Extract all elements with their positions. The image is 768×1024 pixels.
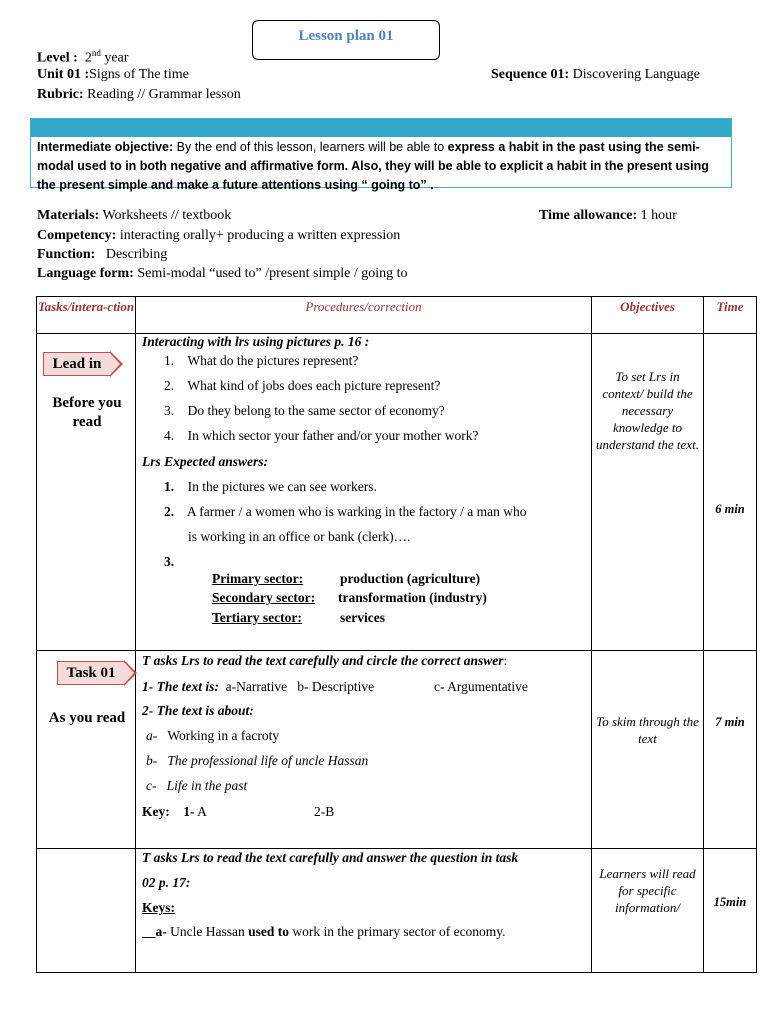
option-c: c- Life in the past — [146, 778, 248, 793]
objective-header-bar — [31, 119, 731, 137]
level-line — [37, 48, 128, 67]
row1-time-cell — [704, 334, 757, 651]
function-line — [37, 247, 167, 263]
task-01-tag — [57, 661, 137, 685]
sequence-line — [491, 67, 700, 83]
language-form-line — [37, 266, 408, 282]
objective-intro: By the end of this lesson, learners will be able to — [173, 140, 448, 154]
question-2: 2. What kind of jobs does each picture represent? — [164, 378, 441, 393]
table-row — [37, 651, 757, 849]
header-tasks: Tasks/intera-ction — [37, 297, 136, 334]
row2-objectives-cell — [592, 651, 704, 849]
function-value: Describing — [105, 247, 168, 262]
key-line: Key: 1- A — [142, 804, 207, 819]
option-b: b- The professional life of uncle Hassan — [146, 753, 369, 768]
table-row — [37, 849, 757, 973]
rubric-label: Rubric: — [37, 87, 84, 102]
answer-a: __a- Uncle Hassan used to work in the primary sector of economy. — [142, 924, 506, 939]
question-text-about: 2- The text is about: — [142, 703, 254, 718]
primary-sector-value: production (agriculture) — [340, 571, 481, 586]
materials-line — [37, 208, 231, 224]
time-allowance-line — [539, 208, 677, 224]
header-procedures: Procedures/correction — [136, 297, 592, 334]
answer-1: 1. In the pictures we can see workers. — [164, 479, 377, 494]
rubric-line — [37, 87, 241, 103]
row1-objective: To set Lrs in context/ build the necessary knowledge to understand the text. — [596, 369, 699, 452]
level-superscript: nd — [91, 48, 101, 58]
competency-value: interacting orally+ producing a written expression — [119, 228, 401, 243]
answer-2-continued: is working in an office or bank (clerk)…. — [188, 529, 411, 544]
time-allowance-label: Time allowance: — [539, 208, 638, 223]
expected-answers-label: Lrs Expected answers: — [142, 454, 268, 469]
time-allowance-value: 1 hour — [640, 208, 677, 223]
question-4: 4. In which sector your father and/or your mother work? — [164, 428, 479, 443]
row3-tasks-cell — [37, 849, 136, 973]
tertiary-sector-value: services — [340, 610, 385, 625]
competency-line — [37, 228, 400, 244]
secondary-sector: Secondary sector: — [212, 590, 316, 605]
unit-label: Unit 01 : — [37, 67, 90, 82]
key-2: 2-B — [314, 804, 335, 819]
row2-objective: To skim through the text — [596, 714, 699, 746]
option-a: a- Working in a facroty — [146, 728, 280, 743]
row3-procedures-cell — [136, 849, 592, 973]
row1-time: 6 min — [715, 502, 745, 516]
level-number: 2 — [84, 50, 92, 66]
sequence-label: Sequence 01: — [491, 67, 570, 82]
question-1: 1. What do the pictures represent? — [164, 353, 359, 368]
stage-before-you-read: Before you read — [52, 395, 122, 430]
row3-intro: T asks Lrs to read the text carefully and answer the question in task — [142, 850, 519, 865]
header-objectives: Objectives — [592, 297, 704, 334]
language-form-label: Language form: — [37, 266, 134, 281]
lesson-plan-title: Lesson plan 01 — [252, 20, 440, 60]
tertiary-sector: Tertiary sector: — [212, 610, 302, 625]
unit-line — [37, 67, 189, 83]
lead-in-tag — [43, 352, 123, 376]
function-label: Function: — [37, 247, 96, 262]
lead-in-label: Lead in — [43, 352, 111, 376]
question-text-type: 1- The text is: a-Narrative b- Descriptive — [142, 679, 375, 694]
competency-label: Competency: — [37, 228, 117, 243]
stage-as-you-read: As you read — [48, 710, 126, 726]
option-argumentative: c- Argumentative — [434, 679, 528, 694]
question-3: 3. Do they belong to the same sector of economy? — [164, 403, 445, 418]
row2-procedures-cell — [136, 651, 592, 849]
materials-label: Materials: — [37, 208, 100, 223]
row3-objective: Learners will read for specific information/ — [599, 866, 696, 915]
answer-3: 3. — [164, 554, 175, 569]
row1-intro: Interacting with lrs using pictures p. 16 : — [142, 334, 370, 349]
unit-value: Signs of The time — [89, 67, 189, 82]
row2-time-cell — [704, 651, 757, 849]
primary-sector: Primary sector: — [212, 571, 304, 586]
task-01-label: Task 01 — [57, 661, 125, 685]
row2-tasks-cell — [37, 651, 136, 849]
table-row — [37, 334, 757, 651]
table-header-row — [37, 297, 757, 334]
objective-box — [30, 118, 732, 192]
row1-objectives-cell — [592, 334, 704, 651]
row3-time: 15min — [713, 895, 747, 909]
row2-intro: T asks Lrs to read the text carefully and circle the correct answer: — [142, 653, 508, 668]
objective-label: Intermediate objective: — [37, 140, 174, 154]
row2-time: 7 min — [715, 715, 745, 729]
row3-time-cell — [704, 849, 757, 973]
lesson-table — [36, 296, 757, 973]
sequence-value: Discovering Language — [572, 67, 700, 82]
language-form-value: Semi-modal “used to” /present simple / going to — [137, 266, 408, 281]
row3-objectives-cell — [592, 849, 704, 973]
objective-text — [31, 137, 731, 195]
rubric-value: Reading // Grammar lesson — [87, 87, 241, 102]
row1-procedures-cell — [136, 334, 592, 651]
secondary-sector-value: transformation (industry) — [338, 590, 487, 605]
row1-tasks-cell — [37, 334, 136, 651]
level-label: Level : — [37, 50, 78, 66]
keys-label: Keys: — [142, 900, 175, 915]
answer-2: 2. A farmer / a women who is warking in the factory / a man who — [164, 504, 527, 519]
row3-intro-continued: 02 p. 17: — [142, 875, 191, 890]
header-time: Time — [704, 297, 757, 334]
materials-value: Worksheets // textbook — [102, 208, 232, 223]
objective-bold: express a habit in the past using the semi-modal used to in both negative and affirmative form. Also, they will be able to explicit a habit in the present using the present simple and make a future attentions using “ going to” . — [37, 140, 709, 192]
level-rest: year — [100, 50, 129, 66]
